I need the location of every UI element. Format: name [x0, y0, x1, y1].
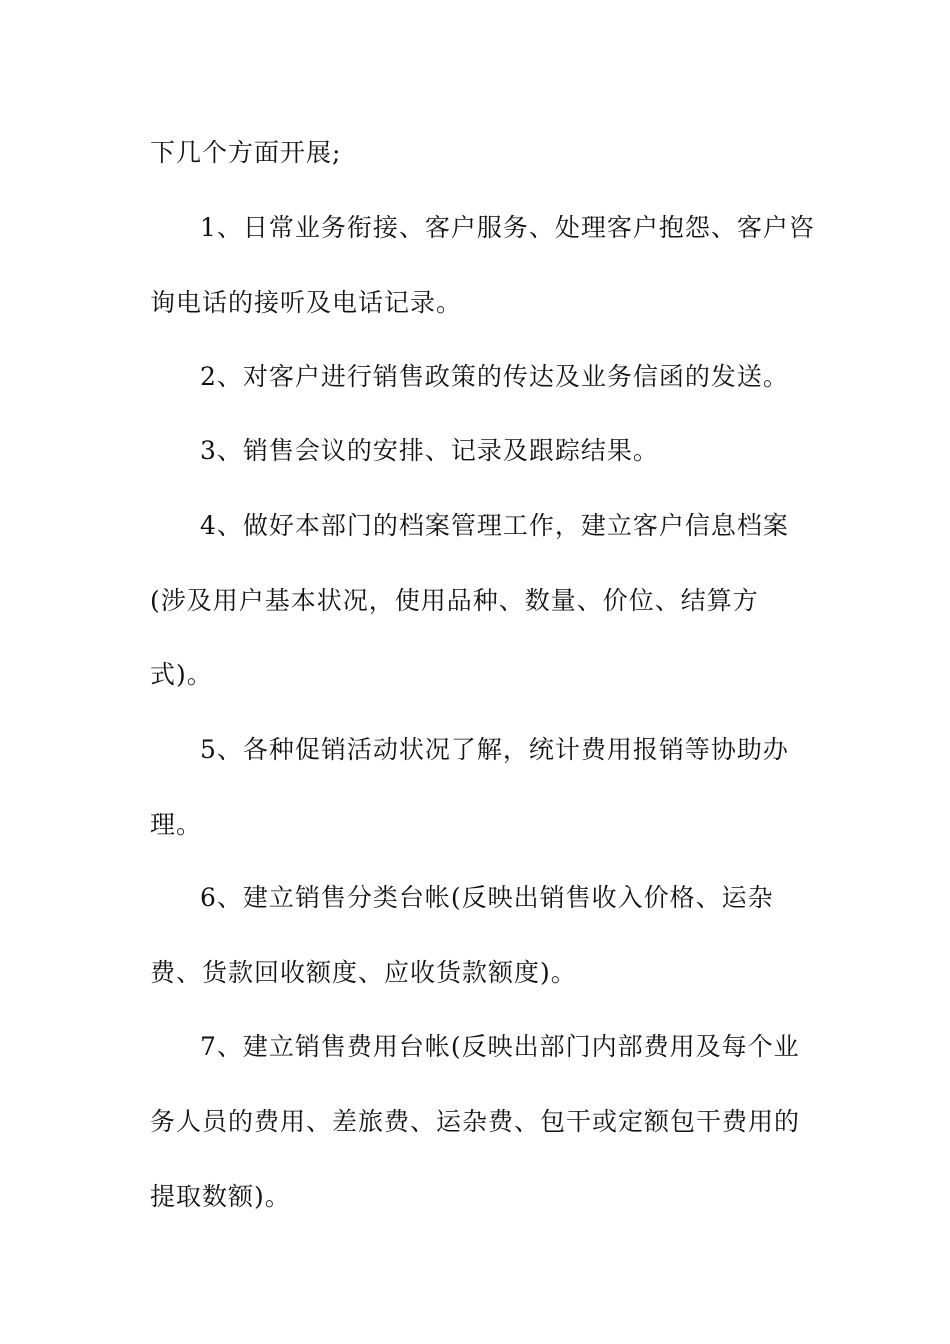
text-line: 务人员的费用、差旅费、运杂费、包干或定额包干费用的 — [150, 1107, 801, 1136]
text-line: 询电话的接听及电话记录。 — [150, 288, 463, 317]
text-line: 费、货款回收额度、应收货款额度)。 — [150, 958, 577, 987]
list-item-1: 1、日常业务衔接、客户服务、处理客户抱怨、客户咨 — [200, 213, 815, 242]
list-item-3: 3、销售会议的安排、记录及跟踪结果。 — [200, 436, 659, 465]
text-line: 下几个方面开展; — [150, 138, 342, 167]
list-item-6: 6、建立销售分类台帐(反映出销售收入价格、运杂 — [200, 883, 774, 912]
list-item-4: 4、做好本部门的档案管理工作，建立客户信息档案 — [200, 511, 789, 540]
list-item-5: 5、各种促销活动状况了解，统计费用报销等协助办 — [200, 735, 789, 764]
text-line: 式)。 — [150, 660, 213, 689]
list-item-7: 7、建立销售费用台帐(反映出部门内部费用及每个业 — [200, 1032, 800, 1061]
text-line: 理。 — [150, 810, 203, 839]
list-item-2: 2、对客户进行销售政策的传达及业务信函的发送。 — [200, 362, 789, 391]
text-line: (涉及用户基本状况，使用品种、数量、价位、结算方 — [150, 586, 759, 615]
text-line: 提取数额)。 — [150, 1182, 291, 1211]
